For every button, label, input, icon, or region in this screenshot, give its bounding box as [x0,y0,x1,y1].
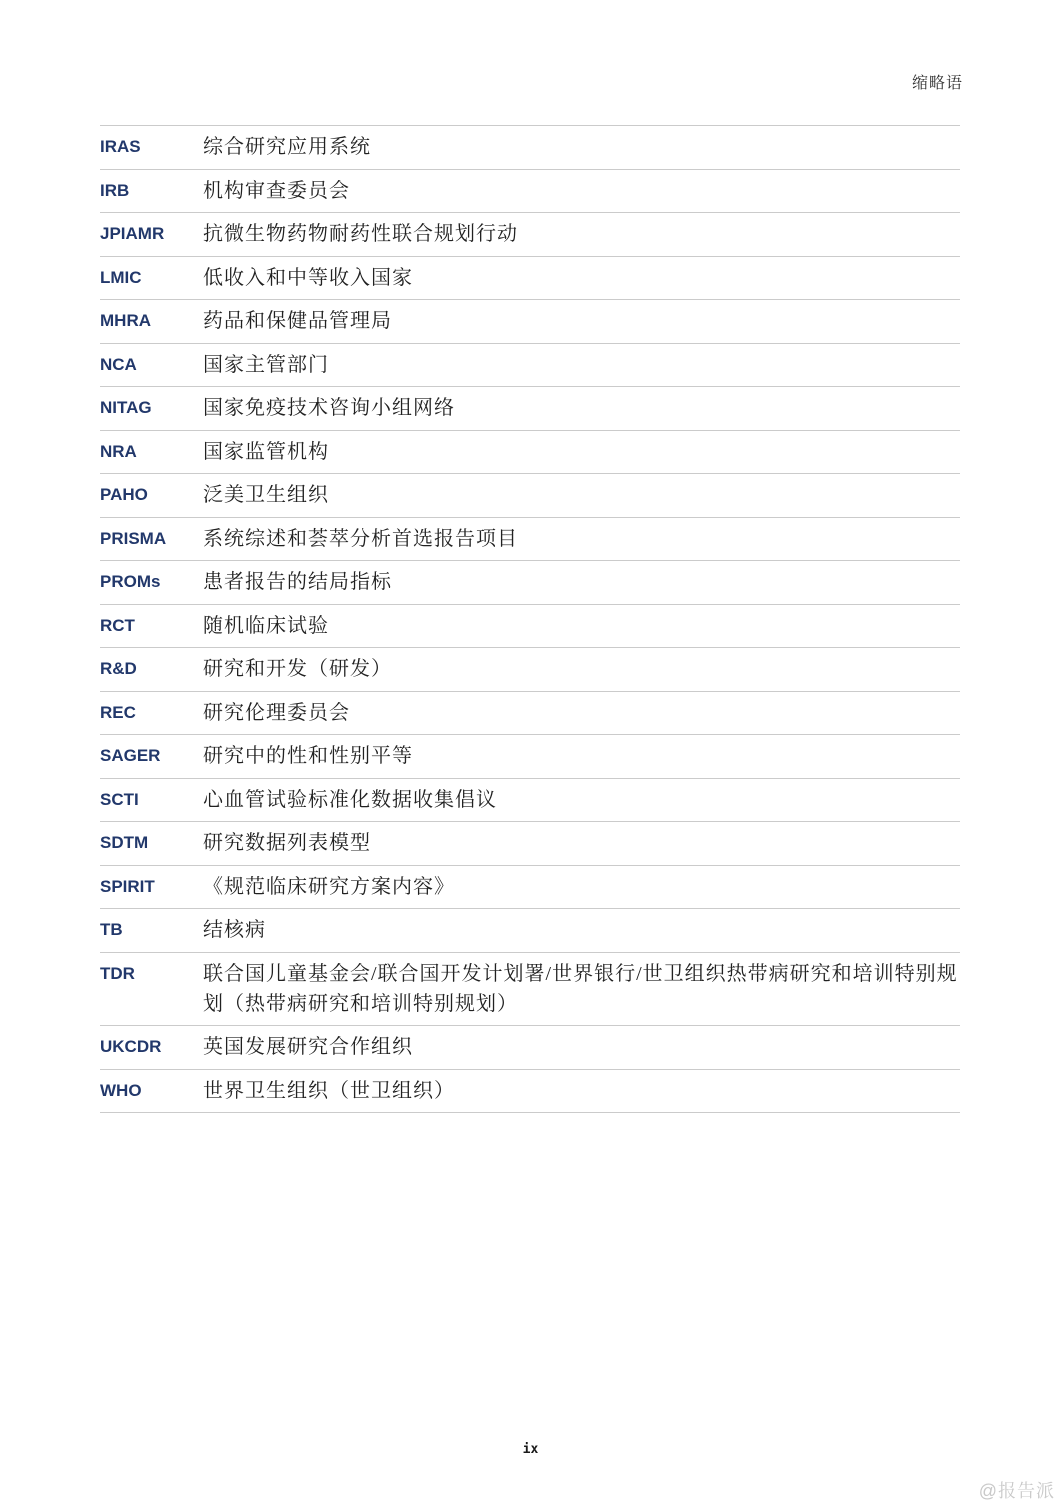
abbreviation-row [100,605,960,649]
abbreviation-code: IRB [100,180,130,200]
abbreviation-code: SAGER [100,746,161,765]
abbreviation-row [100,866,960,910]
abbreviation-row [100,126,960,170]
abbreviation-row [100,170,960,214]
abbreviation-definition: 联合国儿童基金会/联合国开发计划署/世界银行/世卫组织热带病研究和培训特别规划（热带病研究和培训特别规划） [203,962,958,1015]
abbreviation-row [100,822,960,866]
abbreviation-code: LMIC [100,267,142,287]
abbreviation-row [100,735,960,779]
abbreviation-row [100,1026,960,1070]
abbreviation-definition: 研究和开发（研发） [203,658,392,680]
abbreviation-code: NRA [100,441,137,461]
abbreviation-code: RCT [100,615,135,635]
abbreviation-code: MHRA [100,311,151,330]
abbreviation-code: REC [100,702,136,722]
watermark-label: @报告派 [978,1481,1055,1500]
abbreviation-definition: 国家监管机构 [203,440,329,463]
abbreviation-definition: 英国发展研究合作组织 [203,1036,413,1058]
abbreviation-code: NCA [100,354,137,374]
abbreviation-definition: 研究中的性和性别平等 [203,745,413,767]
watermark [979,1477,1055,1500]
abbreviation-definition: 抗微生物药物耐药性联合规划行动 [203,223,518,245]
abbreviation-code: R&D [100,659,137,678]
page-number: ix [522,1442,539,1457]
abbreviation-code: TB [100,920,123,939]
abbreviation-row [100,387,960,431]
abbreviation-definition: 国家免疫技术咨询小组网络 [203,397,455,419]
abbreviation-code: UKCDR [100,1037,162,1056]
abbreviation-definition: 泛美卫生组织 [203,484,329,506]
abbreviation-row [100,1070,960,1114]
abbreviation-definition: 综合研究应用系统 [203,136,371,158]
abbreviation-code: TDR [100,963,135,983]
abbreviation-row [100,300,960,344]
abbreviation-row [100,909,960,953]
abbreviation-row [100,648,960,692]
abbreviation-row [100,518,960,562]
abbreviation-row [100,213,960,257]
abbreviation-row [100,431,960,475]
running-header-label: 缩略语 [911,75,963,92]
abbreviation-code: SPIRIT [100,876,155,896]
running-header [912,70,963,93]
abbreviation-row [100,561,960,605]
abbreviation-row [100,344,960,388]
abbreviation-definition: 心血管试验标准化数据收集倡议 [203,788,497,811]
abbreviation-row [100,779,960,823]
abbreviation-row [100,474,960,518]
abbreviation-definition: 系统综述和荟萃分析首选报告项目 [203,527,518,550]
abbreviation-code: PAHO [100,485,148,504]
abbreviation-code: WHO [100,1080,142,1100]
abbreviation-row [100,257,960,301]
abbreviation-code: IRAS [100,137,141,156]
page-footer [0,1440,1061,1458]
abbreviations-table [100,125,960,1113]
abbreviation-definition: 《规范临床研究方案内容》 [203,875,455,898]
abbreviation-definition: 结核病 [203,919,266,941]
abbreviation-definition: 患者报告的结局指标 [203,571,392,593]
abbreviation-definition: 世界卫生组织（世卫组织） [203,1079,455,1102]
abbreviation-definition: 低收入和中等收入国家 [203,266,413,289]
abbreviation-code: PROMs [100,572,161,591]
abbreviation-code: SCTI [100,789,139,809]
abbreviation-row [100,953,960,1027]
abbreviation-definition: 研究伦理委员会 [203,701,350,724]
abbreviation-definition: 国家主管部门 [203,353,329,376]
abbreviation-definition: 研究数据列表模型 [203,832,371,854]
abbreviation-code: SDTM [100,833,149,852]
abbreviation-definition: 药品和保健品管理局 [203,310,392,332]
abbreviation-code: PRISMA [100,528,167,548]
abbreviation-definition: 随机临床试验 [203,614,329,637]
abbreviation-code: JPIAMR [100,224,165,243]
abbreviation-code: NITAG [100,398,152,417]
abbreviation-definition: 机构审查委员会 [203,179,350,202]
abbreviation-row [100,692,960,736]
